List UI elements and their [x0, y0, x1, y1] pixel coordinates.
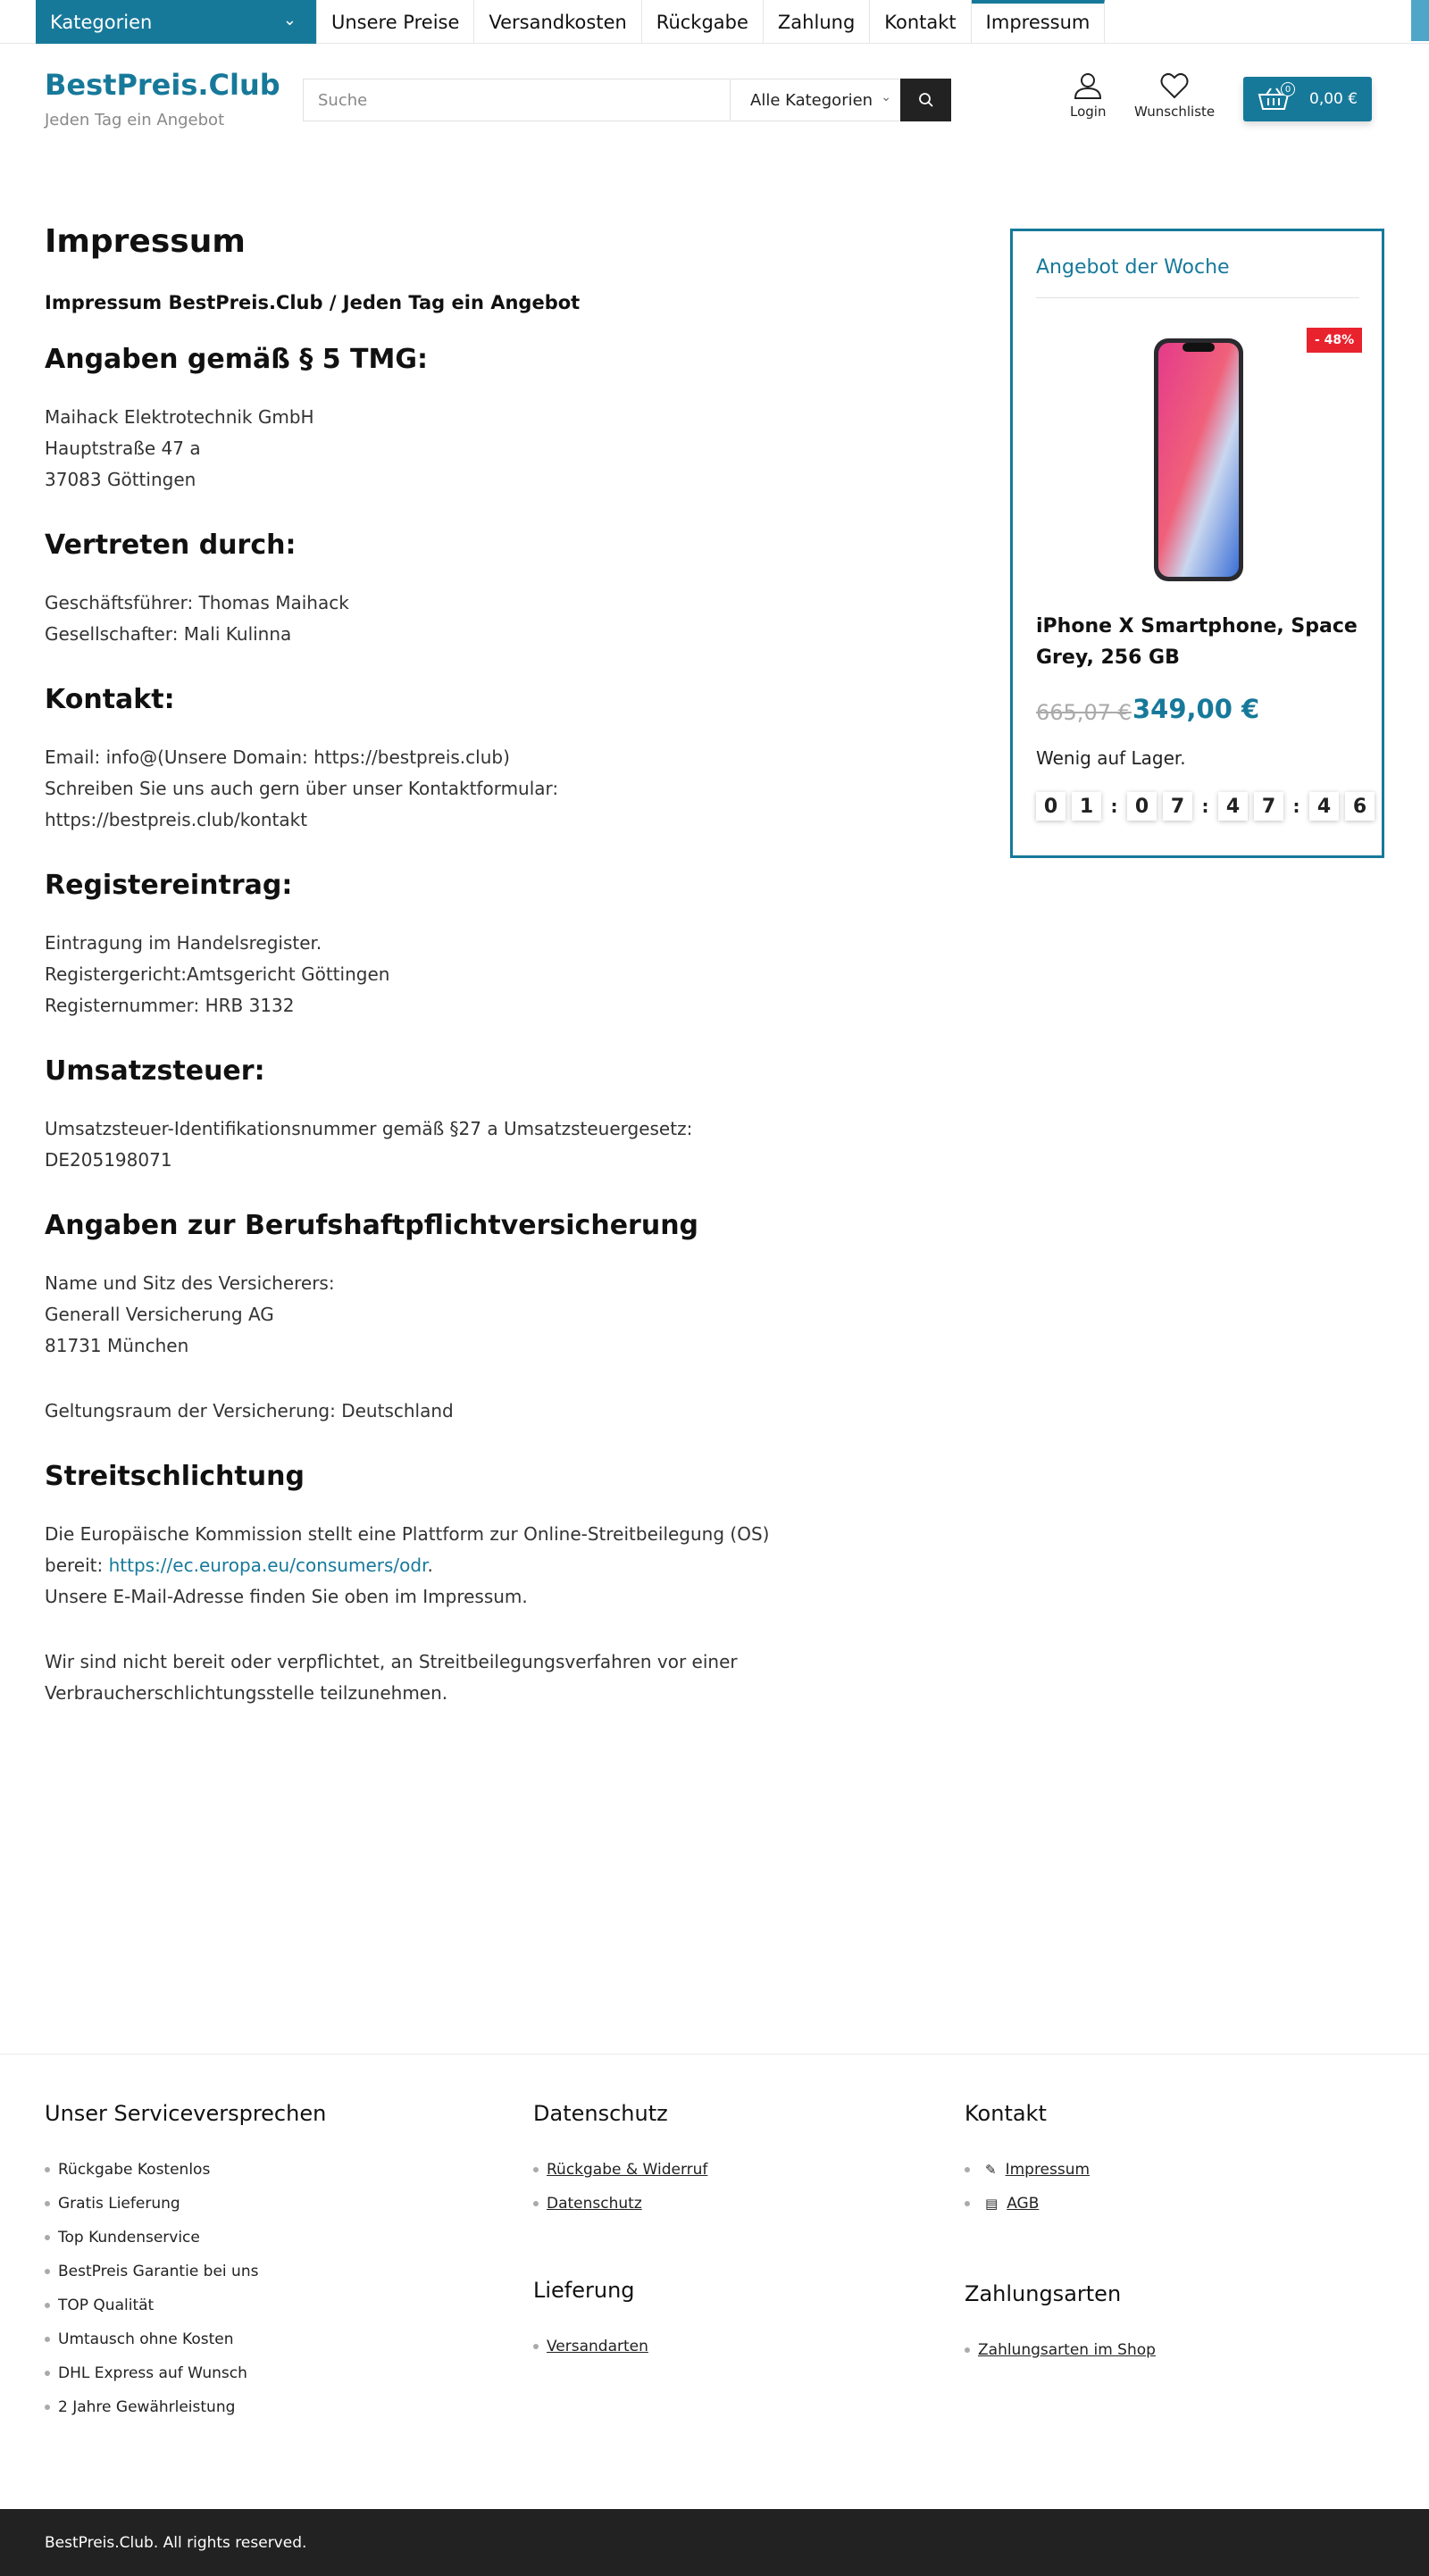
user-icon	[1073, 71, 1103, 100]
section-heading-streitschlichtung: Streitschlichtung	[45, 1461, 305, 1492]
section-heading-vertreten: Vertreten durch:	[45, 529, 297, 561]
site-tagline: Jeden Tag ein Angebot	[45, 111, 225, 129]
insurer-city: 81731 München	[45, 1335, 189, 1356]
menu-item-unsere-preise[interactable]: Unsere Preise	[316, 0, 474, 44]
cart-count-badge: 0	[1281, 82, 1295, 96]
site-footer	[0, 2054, 1429, 2509]
product-name[interactable]: iPhone X Smartphone, Space Grey, 256 GB	[1036, 615, 1358, 669]
register-number: Registernummer: HRB 3132	[45, 995, 295, 1016]
footer-link-zahlungsarten[interactable]: Zahlungsarten im Shop	[965, 2333, 1156, 2367]
categories-button[interactable]	[36, 0, 316, 44]
footer-col-zahlungsarten	[965, 2281, 1156, 2367]
register-entry: Eintragung im Handelsregister.	[45, 932, 322, 954]
chevron-down-icon: ⌄	[282, 11, 297, 29]
footer-col-datenschutz	[533, 2101, 707, 2221]
category-select[interactable]	[730, 79, 902, 121]
timer-digit: 7	[1163, 792, 1192, 821]
menu-item-versandkosten[interactable]: Versandkosten	[474, 0, 641, 44]
deal-of-the-week	[1010, 229, 1384, 858]
footer-col-service	[45, 2101, 326, 2424]
footer-heading-service: Unser Serviceversprechen	[45, 2101, 327, 2126]
section-text-register	[45, 928, 938, 1021]
search-input[interactable]: Suche	[318, 90, 368, 110]
search-icon	[918, 92, 934, 108]
section-heading-register: Registereintrag:	[45, 870, 293, 901]
page-subtitle: Impressum BestPreis.Club / Jeden Tag ein Angebot	[45, 292, 581, 313]
main-menu	[316, 0, 1105, 44]
insurer-name: Generall Versicherung AG	[45, 1304, 274, 1325]
footer-col-kontakt	[965, 2101, 1090, 2221]
insurance-scope: Geltungsraum der Versicherung: Deutschland	[45, 1400, 454, 1421]
menu-item-rueckgabe[interactable]: Rückgabe	[642, 0, 764, 44]
odr-email-note: Unsere E-Mail-Adresse finden Sie oben im Impressum.	[45, 1586, 528, 1607]
search-bar	[303, 79, 951, 121]
timer-digit: 6	[1345, 792, 1375, 821]
section-text-streitschlichtung	[45, 1519, 938, 1613]
odr-text: Die Europäische Kommission stellt eine Plattform zur Online-Streitbeilegung (OS)	[45, 1523, 770, 1545]
section-text-kontakt	[45, 742, 938, 836]
section-heading-tmg: Angaben gemäß § 5 TMG:	[45, 344, 428, 375]
stock-status: Wenig auf Lager.	[1036, 747, 1186, 769]
top-navigation	[0, 0, 1429, 44]
new-price: 349,00 €	[1132, 694, 1260, 724]
address-company: Maihack Elektrotechnik GmbH	[45, 406, 314, 428]
wishlist-label: Wunschliste	[1134, 104, 1216, 120]
scroll-accent	[1411, 0, 1429, 41]
countdown-timer	[1036, 792, 1381, 821]
footer-heading-zahlungsarten: Zahlungsarten	[965, 2281, 1122, 2306]
discount-badge: - 48%	[1307, 328, 1362, 353]
document-icon: ▤	[985, 2196, 999, 2212]
timer-digit: 4	[1309, 792, 1339, 821]
search-button[interactable]	[900, 79, 951, 121]
address-street: Hauptstraße 47 a	[45, 438, 201, 459]
service-item: Top Kundenservice	[45, 2221, 326, 2255]
footer-link-datenschutz[interactable]: Datenschutz	[533, 2187, 707, 2221]
contact-form-text: Schreiben Sie uns auch gern über unser Kontaktformular:	[45, 778, 559, 799]
widget-title: Angebot der Woche	[1036, 256, 1230, 279]
footer-heading-kontakt: Kontakt	[965, 2101, 1047, 2126]
site-logo[interactable]: BestPreis.Club	[45, 68, 280, 102]
copyright-text: BestPreis.Club. All rights reserved.	[45, 2533, 307, 2552]
footer-link-rueckgabe[interactable]: Rückgabe & Widerruf	[533, 2153, 707, 2187]
section-text-not-willing	[45, 1646, 938, 1709]
footer-link-agb[interactable]: ▤ AGB	[965, 2187, 1090, 2221]
insurer-label: Name und Sitz des Versicherers:	[45, 1272, 335, 1294]
footer-heading-datenschutz: Datenschutz	[533, 2101, 668, 2126]
footer-heading-lieferung: Lieferung	[533, 2278, 635, 2303]
category-select-value: Alle Kategorien	[750, 90, 873, 110]
timer-separator: :	[1201, 796, 1209, 817]
page-title: Impressum	[45, 223, 246, 260]
section-text-tmg	[45, 402, 938, 496]
timer-digit: 7	[1254, 792, 1283, 821]
service-item: DHL Express auf Wunsch	[45, 2356, 326, 2390]
section-text-versicherung	[45, 1268, 938, 1362]
menu-item-zahlung[interactable]: Zahlung	[764, 0, 870, 44]
menu-item-impressum[interactable]: Impressum	[972, 0, 1106, 44]
login-label: Login	[1070, 104, 1107, 120]
vat-label: Umsatzsteuer-Identifikationsnummer gemäß §27 a Umsatzsteuergesetz:	[45, 1118, 693, 1139]
product-image[interactable]	[1152, 337, 1245, 583]
cart-button[interactable]	[1243, 77, 1372, 121]
timer-digit: 4	[1218, 792, 1248, 821]
not-willing-line2: Verbraucherschlichtungsstelle teilzunehmen.	[45, 1682, 448, 1704]
service-item: BestPreis Garantie bei uns	[45, 2255, 326, 2288]
section-heading-umsatzsteuer: Umsatzsteuer:	[45, 1055, 265, 1087]
copyright-bar	[0, 2509, 1429, 2576]
footer-link-versandarten[interactable]: Versandarten	[533, 2330, 648, 2363]
register-court: Registergericht:Amtsgericht Göttingen	[45, 963, 390, 985]
old-price: 665,07 €	[1036, 700, 1132, 725]
service-item: 2 Jahre Gewährleistung	[45, 2390, 326, 2424]
odr-link[interactable]: https://ec.europa.eu/consumers/odr	[108, 1555, 428, 1576]
service-item: TOP Qualität	[45, 2288, 326, 2322]
odr-suffix: .	[427, 1555, 433, 1576]
footer-link-impressum[interactable]: ✎ Impressum	[965, 2153, 1090, 2187]
section-heading-versicherung: Angaben zur Berufshaftpflichtversicherung	[45, 1210, 699, 1241]
timer-separator: :	[1292, 796, 1300, 817]
contact-form-url: https://bestpreis.club/kontakt	[45, 809, 308, 830]
impressum-content	[45, 223, 938, 1743]
section-text-umsatzsteuer	[45, 1113, 938, 1176]
widget-divider	[1036, 297, 1359, 298]
pen-icon: ✎	[985, 2162, 997, 2178]
odr-prefix: bereit:	[45, 1555, 109, 1576]
address-city: 37083 Göttingen	[45, 469, 196, 490]
managing-director: Geschäftsführer: Thomas Maihack	[45, 592, 349, 613]
not-willing-line1: Wir sind nicht bereit oder verpflichtet, an Streitbeilegungsverfahren vor einer	[45, 1651, 738, 1672]
shareholder: Gesellschafter: Mali Kulinna	[45, 623, 292, 645]
menu-item-kontakt[interactable]: Kontakt	[870, 0, 971, 44]
timer-digit: 0	[1036, 792, 1065, 821]
login-link[interactable]	[1070, 71, 1106, 120]
timer-separator: :	[1110, 796, 1118, 817]
vat-number: DE205198071	[45, 1149, 172, 1171]
timer-digit: 1	[1072, 792, 1101, 821]
heart-icon	[1159, 71, 1190, 100]
timer-digit: 0	[1127, 792, 1157, 821]
categories-label: Kategorien	[50, 11, 153, 33]
service-item: Umtausch ohne Kosten	[45, 2322, 326, 2356]
section-text-vertreten	[45, 588, 938, 650]
chevron-down-icon: ⌄	[881, 90, 891, 104]
service-item: Gratis Lieferung	[45, 2187, 326, 2221]
contact-email: Email: info@(Unsere Domain: https://bestpreis.club)	[45, 746, 510, 768]
cart-total: 0,00 €	[1309, 90, 1358, 108]
footer-col-lieferung	[533, 2278, 648, 2363]
section-heading-kontakt: Kontakt:	[45, 684, 175, 715]
wishlist-link[interactable]	[1134, 71, 1215, 120]
service-item: Rückgabe Kostenlos	[45, 2153, 326, 2187]
